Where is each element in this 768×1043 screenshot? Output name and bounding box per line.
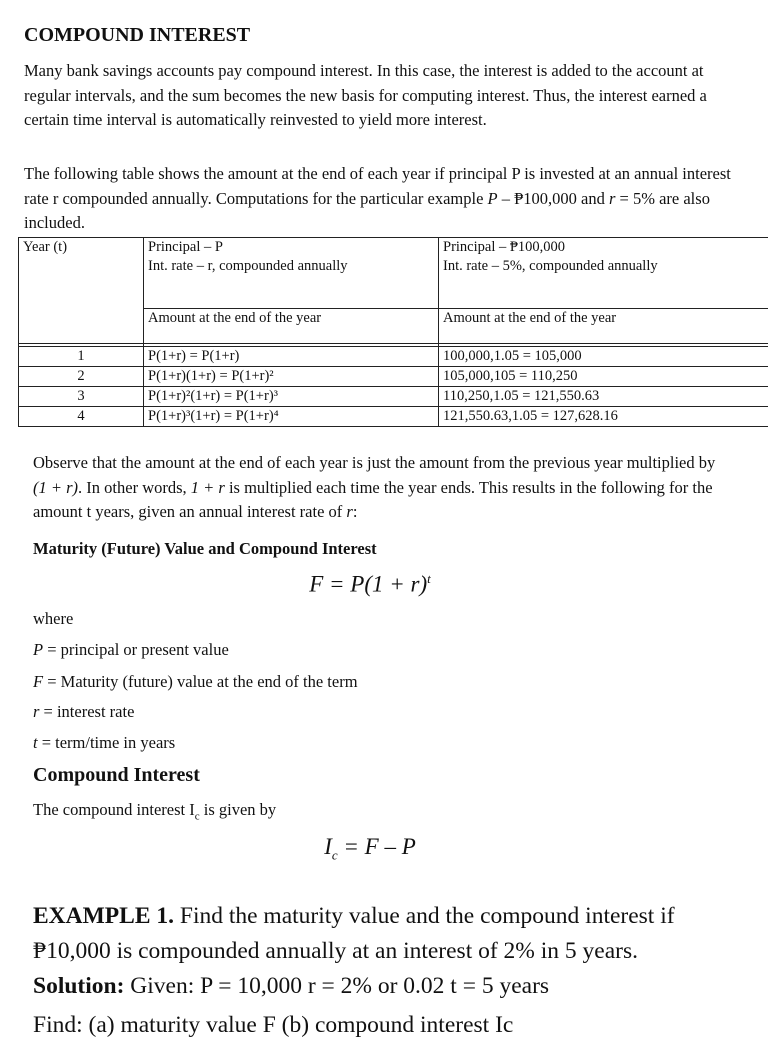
maturity-formula: $F = P(1 + r)^t$ xyxy=(0,571,740,598)
definition-line: t = term/time in years xyxy=(33,733,175,753)
observation-paragraph: Observe that the amount at the end of each year is just the amount from the previous year multiplied by (1 + r). In other words, 1 + r is multiplied each time the year ends. This results in the following for the amount t years, given an annual interest rate of r: xyxy=(33,451,733,525)
compound-interest-text: The compound interest $I_c$ is given by xyxy=(33,800,276,822)
table-intro-paragraph: The following table shows the amount at the end of each year if principal P is invested at an annual interest rate r compounded annually. Computations for the particular example P – ₱100,000 and r = 5% are also included. xyxy=(24,162,736,236)
compound-interest-heading: Compound Interest xyxy=(33,764,200,787)
table-row: 2 P(1+r)(1+r) = P(1+r)² 105,000,105 = 110,250 xyxy=(19,367,768,387)
intro-paragraph: Many bank savings accounts pay compound interest. In this case, the interest is added to the account at regular intervals, and the sum becomes the new basis for computing interest. Thus, the interest earned a certain time interval is automatically reinvested to yield more interest. xyxy=(24,59,736,133)
example-1: EXAMPLE 1. Find the maturity value and the compound interest if ₱10,000 is compounded annually at an interest of 2% in 5 years. xyxy=(33,899,753,969)
table-header-row xyxy=(19,238,768,309)
table-row: 4 P(1+r)³(1+r) = P(1+r)⁴ 121,550.63,1.05 = 127,628.16 xyxy=(19,407,768,427)
definition-line: r = interest rate xyxy=(33,702,134,722)
amount-subheader: Amount at the end of the year xyxy=(144,309,439,344)
example-header: Principal – ₱100,000 Int. rate – 5%, compounded annually xyxy=(439,238,768,309)
table-row: 3 P(1+r)²(1+r) = P(1+r)³ 110,250,1.05 = 121,550.63 xyxy=(19,387,768,407)
page-title: COMPOUND INTEREST xyxy=(24,24,250,47)
where-label: where xyxy=(33,609,73,629)
compound-interest-table xyxy=(18,237,768,427)
solution-line: Solution: Given: P = 10,000 r = 2% or 0.02 t = 5 years xyxy=(33,969,753,1004)
definition-line: P = principal or present value xyxy=(33,640,229,660)
year-header: Year (t) xyxy=(19,238,144,344)
definition-line: F = Maturity (future) value at the end of the term xyxy=(33,672,358,692)
find-line: Find: (a) maturity value F (b) compound interest Ic xyxy=(33,1008,753,1043)
maturity-subheading: Maturity (Future) Value and Compound Interest xyxy=(33,539,377,559)
table-row: 1 P(1+r) = P(1+r) 100,000,1.05 = 105,000 xyxy=(19,347,768,367)
amount-subheader: Amount at the end of the year xyxy=(439,309,768,344)
principal-header: Principal – P Int. rate – r, compounded annually xyxy=(144,238,439,309)
compound-interest-formula: $I_c = F - P$ xyxy=(0,834,740,864)
